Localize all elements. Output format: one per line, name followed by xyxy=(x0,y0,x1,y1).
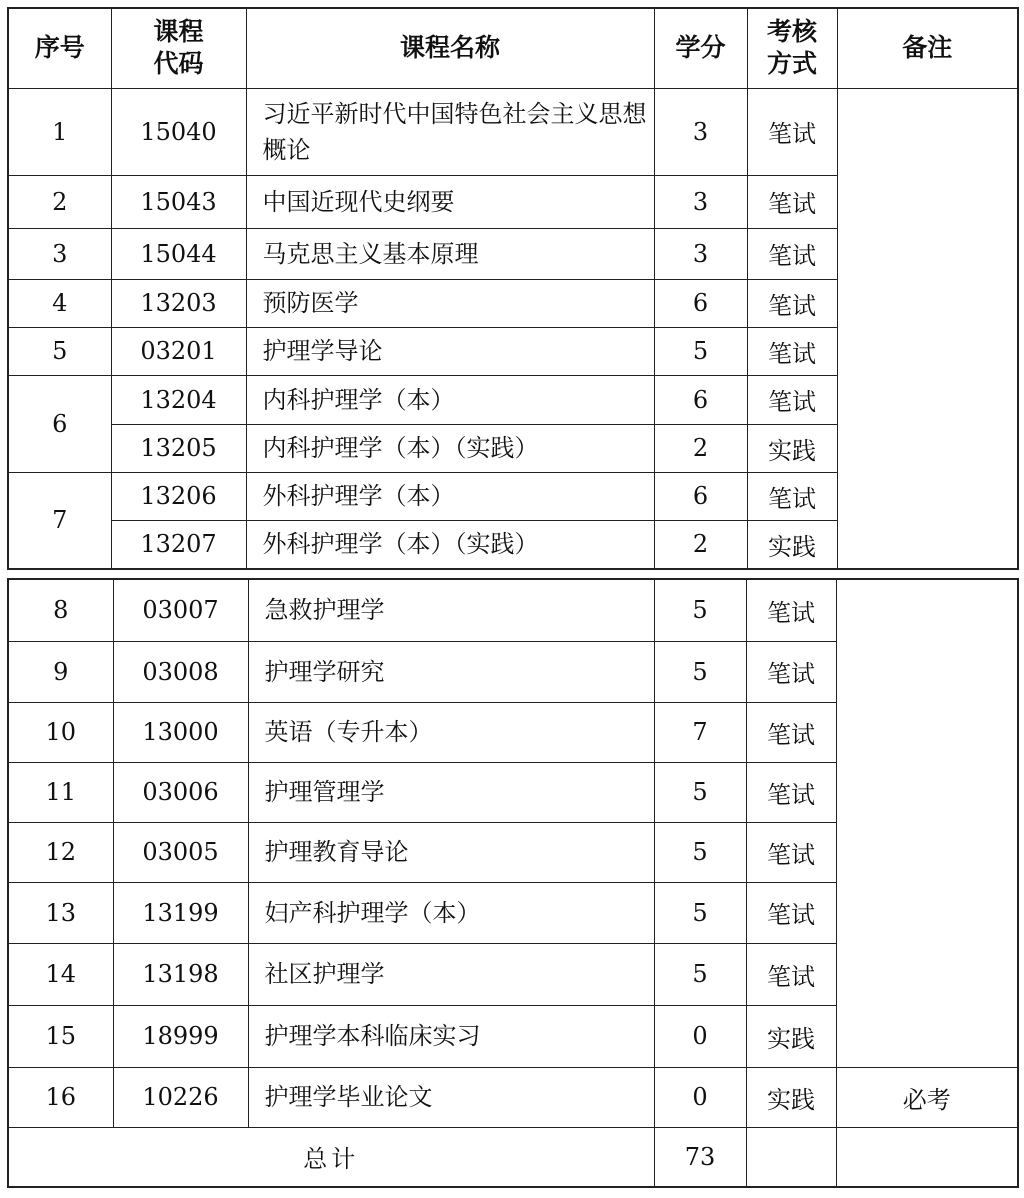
cell-exam: 实践 xyxy=(747,424,837,472)
cell-code: 13199 xyxy=(113,882,248,943)
cell-credit: 2 xyxy=(654,520,747,569)
cell-exam: 笔试 xyxy=(747,327,837,375)
cell-credit: 2 xyxy=(654,424,747,472)
cell-name: 护理学本科临床实习 xyxy=(248,1005,654,1067)
course-table-part2 xyxy=(7,578,1019,1188)
cell-exam: 笔试 xyxy=(746,882,836,943)
cell-name: 外科护理学（本）（实践） xyxy=(246,520,654,569)
cell-name: 内科护理学（本）（实践） xyxy=(246,424,654,472)
cell-seq: 14 xyxy=(8,943,113,1005)
header-credit: 学分 xyxy=(654,8,747,88)
cell-seq: 4 xyxy=(8,279,111,327)
cell-credit: 6 xyxy=(654,375,747,424)
cell-credit: 5 xyxy=(654,579,746,641)
header-seq: 序号 xyxy=(8,8,111,88)
cell-note-merged xyxy=(837,88,1018,569)
header-note: 备注 xyxy=(837,8,1018,88)
cell-code: 15044 xyxy=(111,228,246,279)
cell-name: 内科护理学（本） xyxy=(246,375,654,424)
cell-exam: 笔试 xyxy=(747,88,837,175)
cell-name: 社区护理学 xyxy=(248,943,654,1005)
cell-name: 护理管理学 xyxy=(248,762,654,822)
cell-credit: 5 xyxy=(654,943,746,1005)
total-exam-empty xyxy=(746,1127,836,1187)
cell-code: 13203 xyxy=(111,279,246,327)
cell-name: 护理学毕业论文 xyxy=(248,1067,654,1127)
cell-code: 15040 xyxy=(111,88,246,175)
cell-credit: 3 xyxy=(654,175,747,228)
cell-code: 03005 xyxy=(113,822,248,882)
cell-note-merged xyxy=(836,579,1018,1067)
cell-exam: 笔试 xyxy=(747,375,837,424)
cell-exam: 实践 xyxy=(746,1005,836,1067)
cell-seq: 3 xyxy=(8,228,111,279)
cell-credit: 6 xyxy=(654,472,747,520)
cell-seq: 15 xyxy=(8,1005,113,1067)
cell-credit: 0 xyxy=(654,1005,746,1067)
cell-code: 03007 xyxy=(113,579,248,641)
cell-exam: 笔试 xyxy=(747,228,837,279)
cell-exam: 实践 xyxy=(746,1067,836,1127)
cell-seq: 13 xyxy=(8,882,113,943)
cell-exam: 笔试 xyxy=(746,579,836,641)
cell-exam: 笔试 xyxy=(747,279,837,327)
header-exam: 考核 方式 xyxy=(747,8,837,88)
cell-name: 预防医学 xyxy=(246,279,654,327)
cell-credit: 5 xyxy=(654,762,746,822)
cell-credit: 5 xyxy=(654,641,746,702)
cell-exam: 笔试 xyxy=(746,943,836,1005)
cell-code: 13206 xyxy=(111,472,246,520)
cell-code: 03006 xyxy=(113,762,248,822)
cell-credit: 3 xyxy=(654,228,747,279)
cell-name: 护理学研究 xyxy=(248,641,654,702)
cell-code: 03201 xyxy=(111,327,246,375)
table-row xyxy=(8,579,1018,641)
cell-exam: 笔试 xyxy=(746,641,836,702)
cell-name: 英语（专升本） xyxy=(248,702,654,762)
cell-seq: 6 xyxy=(8,375,111,472)
cell-seq: 7 xyxy=(8,472,111,569)
cell-credit: 3 xyxy=(654,88,747,175)
cell-name: 妇产科护理学（本） xyxy=(248,882,654,943)
cell-code: 13205 xyxy=(111,424,246,472)
table-row xyxy=(8,1067,1018,1127)
table-row xyxy=(8,88,1018,175)
cell-name: 外科护理学（本） xyxy=(246,472,654,520)
cell-code: 13198 xyxy=(113,943,248,1005)
cell-name: 马克思主义基本原理 xyxy=(246,228,654,279)
header-code: 课程 代码 xyxy=(111,8,246,88)
cell-code: 13207 xyxy=(111,520,246,569)
cell-seq: 10 xyxy=(8,702,113,762)
cell-exam: 笔试 xyxy=(747,175,837,228)
header-row xyxy=(8,8,1018,88)
cell-credit: 5 xyxy=(654,327,747,375)
cell-seq: 9 xyxy=(8,641,113,702)
total-credit: 73 xyxy=(654,1127,746,1187)
course-table-part1 xyxy=(7,7,1019,570)
cell-code: 10226 xyxy=(113,1067,248,1127)
cell-seq: 16 xyxy=(8,1067,113,1127)
cell-exam: 笔试 xyxy=(747,472,837,520)
cell-credit: 5 xyxy=(654,822,746,882)
cell-code: 13000 xyxy=(113,702,248,762)
total-label: 总计 xyxy=(8,1127,654,1187)
cell-code: 03008 xyxy=(113,641,248,702)
cell-credit: 5 xyxy=(654,882,746,943)
cell-code: 15043 xyxy=(111,175,246,228)
cell-note: 必考 xyxy=(836,1067,1018,1127)
cell-credit: 6 xyxy=(654,279,747,327)
cell-code: 18999 xyxy=(113,1005,248,1067)
cell-seq: 5 xyxy=(8,327,111,375)
cell-code: 13204 xyxy=(111,375,246,424)
cell-name: 中国近现代史纲要 xyxy=(246,175,654,228)
cell-name: 习近平新时代中国特色社会主义思想概论 xyxy=(246,88,654,175)
total-note-empty xyxy=(836,1127,1018,1187)
cell-name: 急救护理学 xyxy=(248,579,654,641)
cell-seq: 12 xyxy=(8,822,113,882)
cell-credit: 0 xyxy=(654,1067,746,1127)
cell-name: 护理教育导论 xyxy=(248,822,654,882)
cell-seq: 1 xyxy=(8,88,111,175)
cell-seq: 11 xyxy=(8,762,113,822)
total-row xyxy=(8,1127,1018,1187)
cell-name: 护理学导论 xyxy=(246,327,654,375)
cell-exam: 笔试 xyxy=(746,822,836,882)
header-name: 课程名称 xyxy=(246,8,654,88)
cell-credit: 7 xyxy=(654,702,746,762)
cell-seq: 2 xyxy=(8,175,111,228)
cell-exam: 笔试 xyxy=(746,762,836,822)
cell-seq: 8 xyxy=(8,579,113,641)
cell-exam: 实践 xyxy=(747,520,837,569)
cell-exam: 笔试 xyxy=(746,702,836,762)
